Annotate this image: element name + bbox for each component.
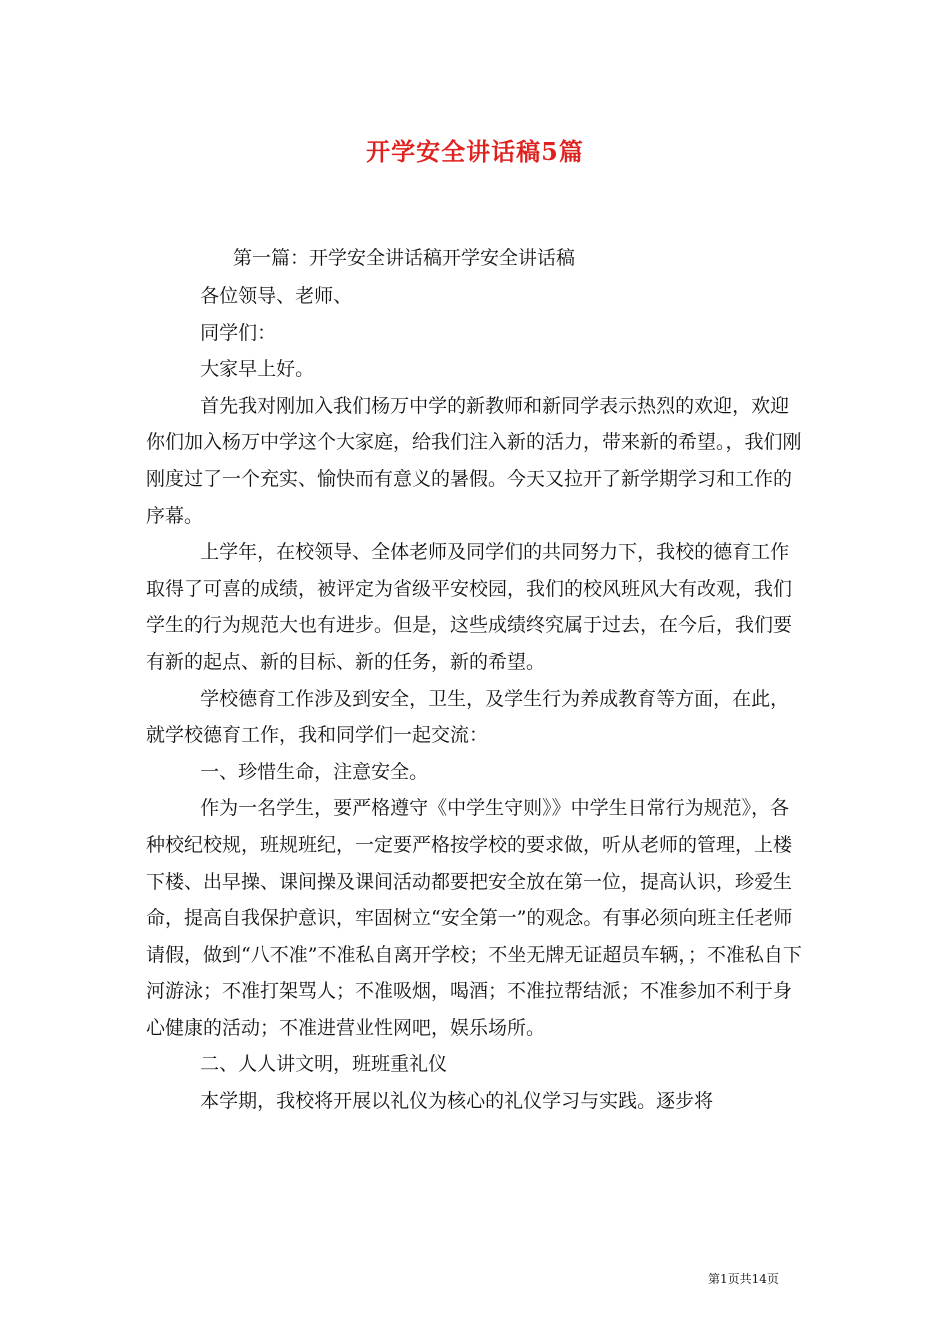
page-number-footer: 第1页共14页 [708,1272,779,1286]
body-paragraph: 首先我对刚加入我们杨万中学的新教师和新同学表示热烈的欢迎，欢迎你们加入杨万中学这个大家庭，给我们注入新的活力，带来新的希望。，我们刚刚度过了一个充实、愉快而有意义的暑假。今天又拉开了新学期学习和工作的序幕。 [146,394,802,527]
document-body [146,278,806,1120]
greeting-line: 各位领导、老师、 [200,285,353,307]
body-paragraph: 学校德育工作涉及到安全，卫生，及学生行为养成教育等方面，在此，就学校德育工作，我和同学们一起交流： [146,687,790,747]
document-title: 开学安全讲话稿5篇 [366,137,584,166]
greeting-line: 同学们： [200,321,277,344]
section-heading: 二、人人讲文明，班班重礼仪 [200,1053,448,1076]
body-paragraph: 上学年，在校领导、全体老师及同学们的共同努力下，我校的德育工作取得了可喜的成绩，被评定为省级平安校园，我们的校风班风大有改观，我们学生的行为规范大也有进步。但是，这些成绩终究属于过去，在今后，我们要有新的起点、新的目标、新的任务，新的希望。 [146,541,793,673]
body-paragraph: 本学期，我校将开展以礼仪为核心的礼仪学习与实践。逐步将 [200,1090,714,1113]
document-subtitle: 第一篇：开学安全讲话稿开学安全讲话稿 [233,247,576,269]
section-heading: 一、珍惜生命，注意安全。 [200,760,429,783]
body-paragraph: 作为一名学生，要严格遵守《中学生守则》》中学生日常行为规范》，各种校纪校规，班规班纪，一定要严格按学校的要求做，听从老师的管理，上楼下楼、出早操、课间操及课间活动都要把安全放在第一位，提高认识，珍爱生命，提高自我保护意识，牢固树立“安全第一”的观念。有事必须向班主任老师请假，做到“八不准”不准私自离开学校；不坐无牌无证超员车辆，；不准私自下河游泳；不准打架骂人；不准吸烟，喝酒；不准拉帮结派；不准参加不利于身心健康的活动；不准进营业性网吧，娱乐场所。 [146,797,802,1039]
greeting-line: 大家早上好。 [200,358,315,381]
